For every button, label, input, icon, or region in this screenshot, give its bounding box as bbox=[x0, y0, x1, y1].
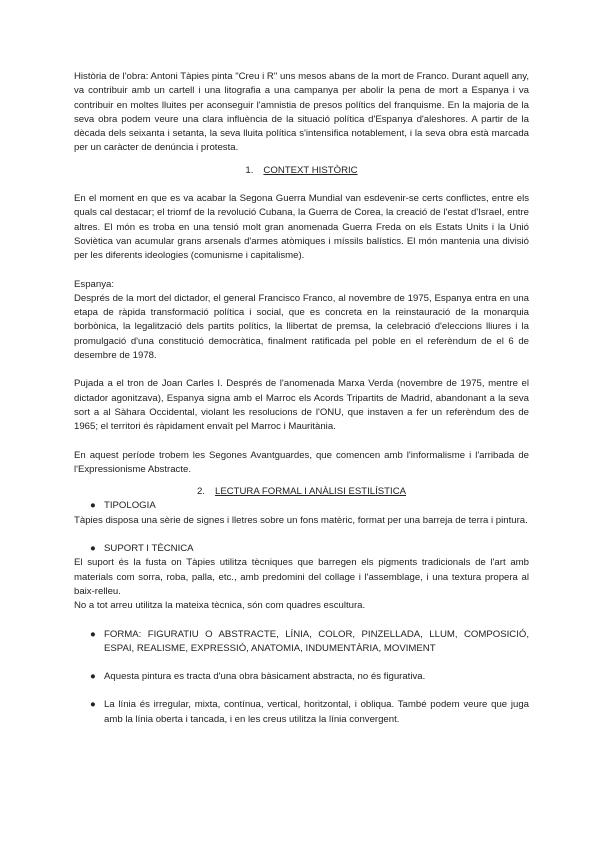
avantguardes-paragraph: En aquest període trobem les Segones Avantguardes, que comencen amb l'informalisme i l'arribada de l'Expressionisme Abstracte. bbox=[74, 449, 529, 475]
section-title: LECTURA FORMAL I ANÀLISI ESTILÍSTICA bbox=[214, 486, 407, 498]
juan-carlos-paragraph: Pujada a el tron de Joan Carles I. Després de l'anomenada Marxa Verda (novembre de 1975, mentre el dictador agonitzava), Espanya signa amb el Marroc els Acords Tripartits de Madrid, abandonant a la seva sort a al Sàhara Occidental, violant les resolucions de l'ONU, que instaven a fer un referèndum des de 1965; el territori és ràpidament envaït pel Marroc i Mauritània. bbox=[74, 378, 529, 433]
bullet-suport bbox=[74, 542, 529, 556]
section-number: 2. bbox=[196, 486, 205, 498]
bullet-icon: ● bbox=[90, 543, 96, 555]
espanya-paragraph: Després de la mort del dictador, el general Francisco Franco, al novembre de 1975, Espanya entra en una etapa de ràpida transformació política i social, que es concreta en la reinstauració de la monarquia borbònica, la legalització dels partits polítics, la llibertat de premsa, la celebració d'eleccions lliures i la promulgació d'una constitució democràtica, finalment ratificada pel poble en el referèndum de el 6 de desembre de 1978. bbox=[74, 292, 529, 362]
bullet-text: FORMA: FIGURATIU O ABSTRACTE, LÍNIA, COLOR, PINZELLADA, LLUM, COMPOSICIÓ, ESPAI, REALISME, EXPRESSIÓ, ANATOMIA, INDUMENTÀRIA, MOVIMENT bbox=[104, 628, 529, 654]
bullet-label: TIPOLOGIA bbox=[104, 500, 156, 512]
bullet-abstracta bbox=[74, 670, 529, 684]
section-title: CONTEXT HISTÒRIC bbox=[263, 164, 358, 176]
section-heading-context bbox=[74, 164, 529, 178]
bullet-icon: ● bbox=[90, 699, 96, 711]
bullet-forma bbox=[74, 628, 529, 657]
bullet-label: SUPORT I TÈCNICA bbox=[104, 543, 194, 555]
section-number: 1. bbox=[245, 164, 254, 176]
intro-paragraph: Història de l'obra: Antoni Tàpies pinta "Creu i R" uns mesos abans de la mort de Franco. Durant aquell any, va contribuir amb un cartell i una litografia a una campanya per abolir la pena de mort a Espanya i va contribuir en moltes lluites per aconseguir l'amnistia de presos polítics del franquisme. En la majoria de la seva obra podem veure una clara influència de la situació política d'Espanya d'aleshores. A partir de la dècada dels seixanta i setanta, la seva lluita política s'intensifica notablement, i la seva obra està marcada per un caràcter de denúncia i protesta. bbox=[74, 71, 529, 154]
bullet-text: La línia és irregular, mixta, contínua, vertical, horitzontal, i obliqua. També podem veure que juga amb la línia oberta i tancada, i en les creus utilitza la línia convergent. bbox=[104, 699, 529, 725]
subheading-espanya: Espanya: bbox=[74, 278, 115, 290]
bullet-icon: ● bbox=[90, 671, 96, 683]
tipologia-paragraph: Tàpies disposa una sèrie de signes i lletres sobre un fons matèric, format per una barreja de terra i pintura. bbox=[74, 514, 528, 526]
bullet-tipologia bbox=[74, 499, 529, 513]
section-heading-lectura bbox=[74, 485, 529, 499]
bullet-icon: ● bbox=[90, 500, 96, 512]
suport-paragraph-2: No a tot arreu utilitza la mateixa tècnica, són com quadres escultura. bbox=[74, 600, 366, 612]
context-paragraph: En el moment en que es va acabar la Segona Guerra Mundial van esdevenir-se certs conflictes, entre els quals cal destacar; el triomf de la revolució Cubana, la Guerra de Corea, la creació de l'estat d'Israel, entre altres. El món es troba en una tensió molt gran anomenada Guerra Freda on els Estats Units i la Unió Soviètica van acumular grans arsenals d'armes atòmiques i míssils balístics. El món mantenia una divisió per les diferents ideologies (comunisme i capitalisme). bbox=[74, 193, 529, 262]
bullet-icon: ● bbox=[90, 628, 96, 640]
bullet-linia bbox=[74, 698, 529, 727]
suport-paragraph: El suport és la fusta on Tàpies utilitza tècniques que barregen els pigments tradicionals de l'art amb materials com sorra, roba, palla, etc., amb predomini del collage i l'assemblage, i una textura propera al baix-relleu. bbox=[74, 557, 529, 597]
bullet-text: Aquesta pintura es tracta d'una obra bàsicament abstracta, no és figurativa. bbox=[104, 671, 426, 683]
document-page bbox=[74, 70, 529, 727]
